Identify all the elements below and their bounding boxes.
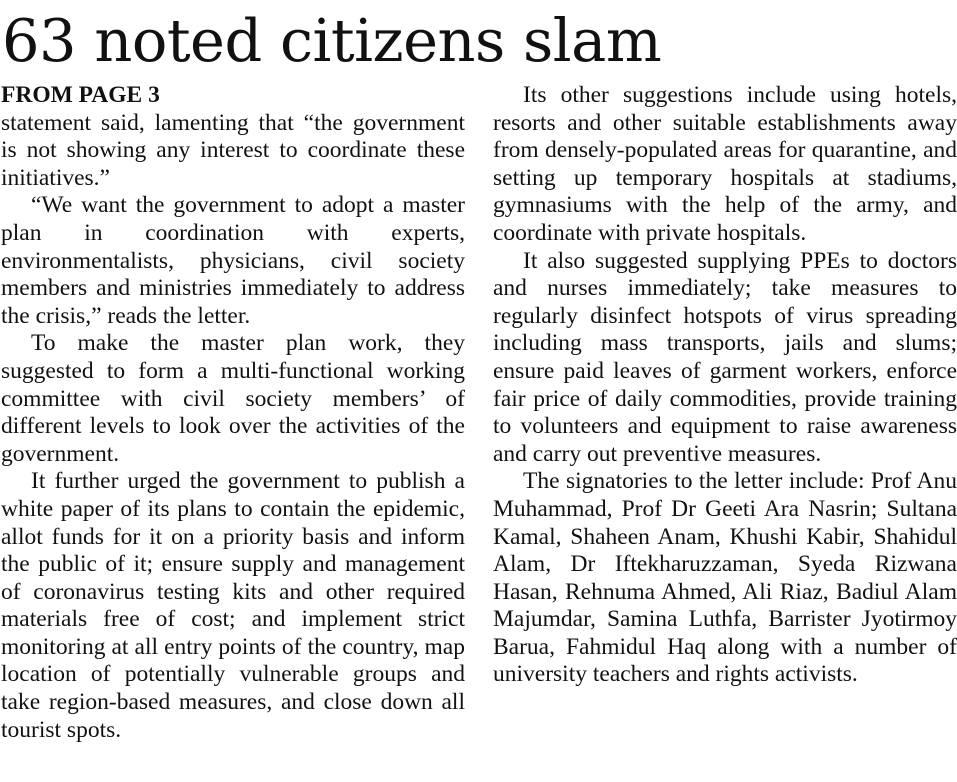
paragraph: It further urged the government to publish a white paper of its plans to contain the epidemic, allot funds for it on a priority basis and inform the public of it; ensure supply and management of coronavirus testing kits and other required materials free of cost; and implement strict monitoring at all entry points of the country, map location of potentially vulnerable groups and take region-based measures, and close down all tourist spots. (1, 468, 465, 743)
article-column-left (1, 82, 465, 744)
paragraph: statement said, lamenting that “the government is not showing any interest to coordinate these initiatives.” (1, 109, 465, 191)
paragraph: It also suggested supplying PPEs to doctors and nurses immediately; take measures to regularly disinfect hotspots of virus spreading including mass transports, jails and slums; ensure paid leaves of garment workers, enforce fair price of daily commodities, provide training to volunteers and equipment to raise awareness and carry out preventive measures. (493, 247, 957, 467)
paragraph: To make the master plan work, they suggested to form a multi-functional working committee with civil society members’ of different levels to look over the activities of the government. (1, 330, 465, 467)
paragraph: The signatories to the letter include: Prof Anu Muhammad, Prof Dr Geeti Ara Nasrin; Sultana Kamal, Shaheen Anam, Khushi Kabir, Shahidul Alam, Dr Iftekharuzzaman, Syeda Rizwana Hasan, Rehnuma Ahmed, Ali Riaz, Badiul Alam Majumdar, Samina Luthfa, Barrister Jyotirmoy Barua, Fahmidul Haq along with a number of university teachers and rights activists. (493, 468, 957, 688)
paragraph: “We want the government to adopt a master plan in coordination with experts, environmentalists, physicians, civil society members and ministries immediately to address the crisis,” reads the letter. (1, 192, 465, 329)
headline: 63 noted citizens slam (2, 6, 662, 75)
dateline: FROM PAGE 3 (1, 82, 160, 108)
article-column-right (493, 82, 957, 689)
paragraph: Its other suggestions include using hotels, resorts and other suitable establishments away from densely-populated areas for quarantine, and setting up temporary hospitals at stadiums, gymnasiums with the help of the army, and coordinate with private hospitals. (493, 82, 957, 246)
